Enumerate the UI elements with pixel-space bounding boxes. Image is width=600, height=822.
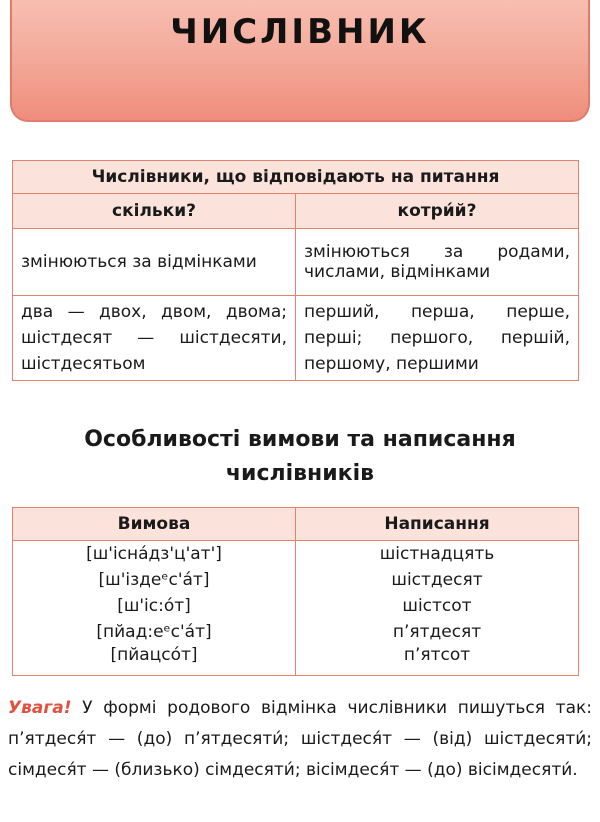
attention-note [8, 693, 592, 786]
table-row [13, 619, 579, 645]
cell-kotryi-examples: перший, перша, перше, перші; першого, першій, першому, першими [296, 296, 579, 381]
pronunciation-cell: [ш'іздеᵉс'áт] [13, 567, 296, 593]
pronunciation-cell: [ш'іс:óт] [13, 593, 296, 619]
cell-skilky-change: змінюються за відмінками [13, 229, 296, 296]
section-title-line1: Особливості вимови та написання [84, 427, 516, 452]
table-header-row [13, 508, 579, 541]
section-title-line2: числівників [225, 461, 375, 486]
spelling-cell: п’ятсот [296, 645, 579, 676]
title-banner [10, 0, 590, 122]
spelling-cell: шістдесят [296, 567, 579, 593]
table-header-row [13, 161, 579, 194]
table-row [13, 593, 579, 619]
pronunciation-spelling-table [12, 507, 579, 676]
cell-skilky-examples: два — двох, двом, двома; шістдесят — шістдесяти, шістдесятьом [13, 296, 296, 381]
spelling-cell: п’ятдесят [296, 619, 579, 645]
table-row [13, 296, 579, 381]
pronunciation-cell: [ш'існáдз'ц'ат'] [13, 541, 296, 568]
col-header-pronunciation: Вимова [13, 508, 296, 541]
section-title [0, 423, 600, 491]
cell-kotryi-change: змінюються за родами, числами, відмінками [296, 229, 579, 296]
table-header: Числівники, що відповідають на питання [13, 161, 579, 194]
spelling-cell: шістнадцять [296, 541, 579, 568]
question-row [13, 194, 579, 229]
table-row [13, 645, 579, 676]
table-row [13, 567, 579, 593]
numeral-questions-table [12, 160, 579, 381]
attention-label: Увага! [8, 698, 72, 718]
question-kotryi: котри́й? [296, 194, 579, 229]
question-skilky: скільки? [13, 194, 296, 229]
col-header-spelling: Написання [296, 508, 579, 541]
table-row [13, 229, 579, 296]
page-title: ЧИСЛІВНИК [170, 12, 430, 52]
spelling-cell: шістсот [296, 593, 579, 619]
attention-text: У формі родового відмінка числівники пишуться так: п’ятдеся́т — (до) п’ятдесяти́; шістдеся́т — (від) шістдесяти́; сімдеся́т — (близько) сімдесяти́; вісімдеся́т — (до) вісімдесяти́. [8, 698, 593, 780]
pronunciation-cell: [пйад:еᵉс'áт] [13, 619, 296, 645]
table-row [13, 541, 579, 568]
pronunciation-cell: [пйацсóт] [13, 645, 296, 676]
